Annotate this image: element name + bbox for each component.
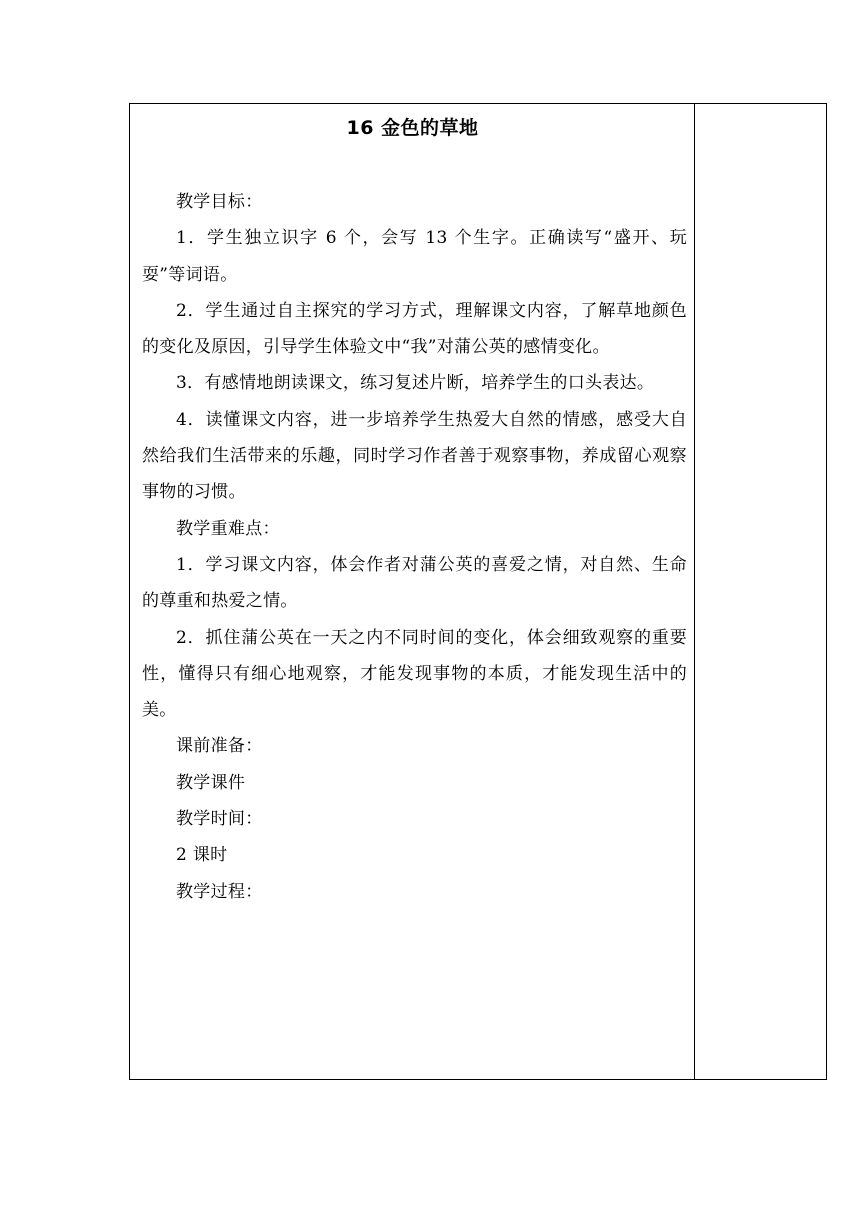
preparation-value: 教学课件: [176, 772, 246, 793]
heading-teaching-goals: 教学目标：: [176, 192, 263, 212]
heading-key-points: 教学重难点：: [176, 518, 280, 539]
content-cell: [130, 104, 695, 1079]
goal-1: 1．学生独立识字 6 个，会写 13 个生字。正确读写“盛开、玩耍”等词语。: [142, 228, 687, 285]
heading-preparation: 课前准备：: [176, 736, 263, 757]
goal-2: 2．学生通过自主探究的学习方式，理解课文内容，了解草地颜色的变化及原因，引导学生体验文中“我”对蒲公英的感情变化。: [142, 300, 687, 358]
lesson-body: [142, 184, 687, 910]
heading-teaching-process: 教学过程：: [176, 881, 263, 902]
teaching-time-value: 2 课时: [176, 845, 228, 866]
notes-cell: [695, 104, 826, 1079]
key-point-2: 2．抓住蒲公英在一天之内不同时间的变化，体会细致观察的重要性，懂得只有细心地观察，才能发现事物的本质，才能发现生活中的美。: [142, 627, 687, 721]
goal-4: 4．读懂课文内容，进一步培养学生热爱大自然的情感，感受大自然给我们生活带来的乐趣，同时学习作者善于观察事物，养成留心观察事物的习惯。: [142, 409, 687, 503]
heading-teaching-time: 教学时间：: [176, 809, 263, 830]
lesson-plan-table: [129, 103, 827, 1080]
key-point-1: 1．学习课文内容，体会作者对蒲公英的喜爱之情，对自然、生命的尊重和热爱之情。: [142, 554, 687, 612]
lesson-title: 16 金色的草地: [346, 117, 479, 139]
goal-3: 3．有感情地朗读课文，练习复述片断，培养学生的口头表达。: [176, 373, 655, 394]
